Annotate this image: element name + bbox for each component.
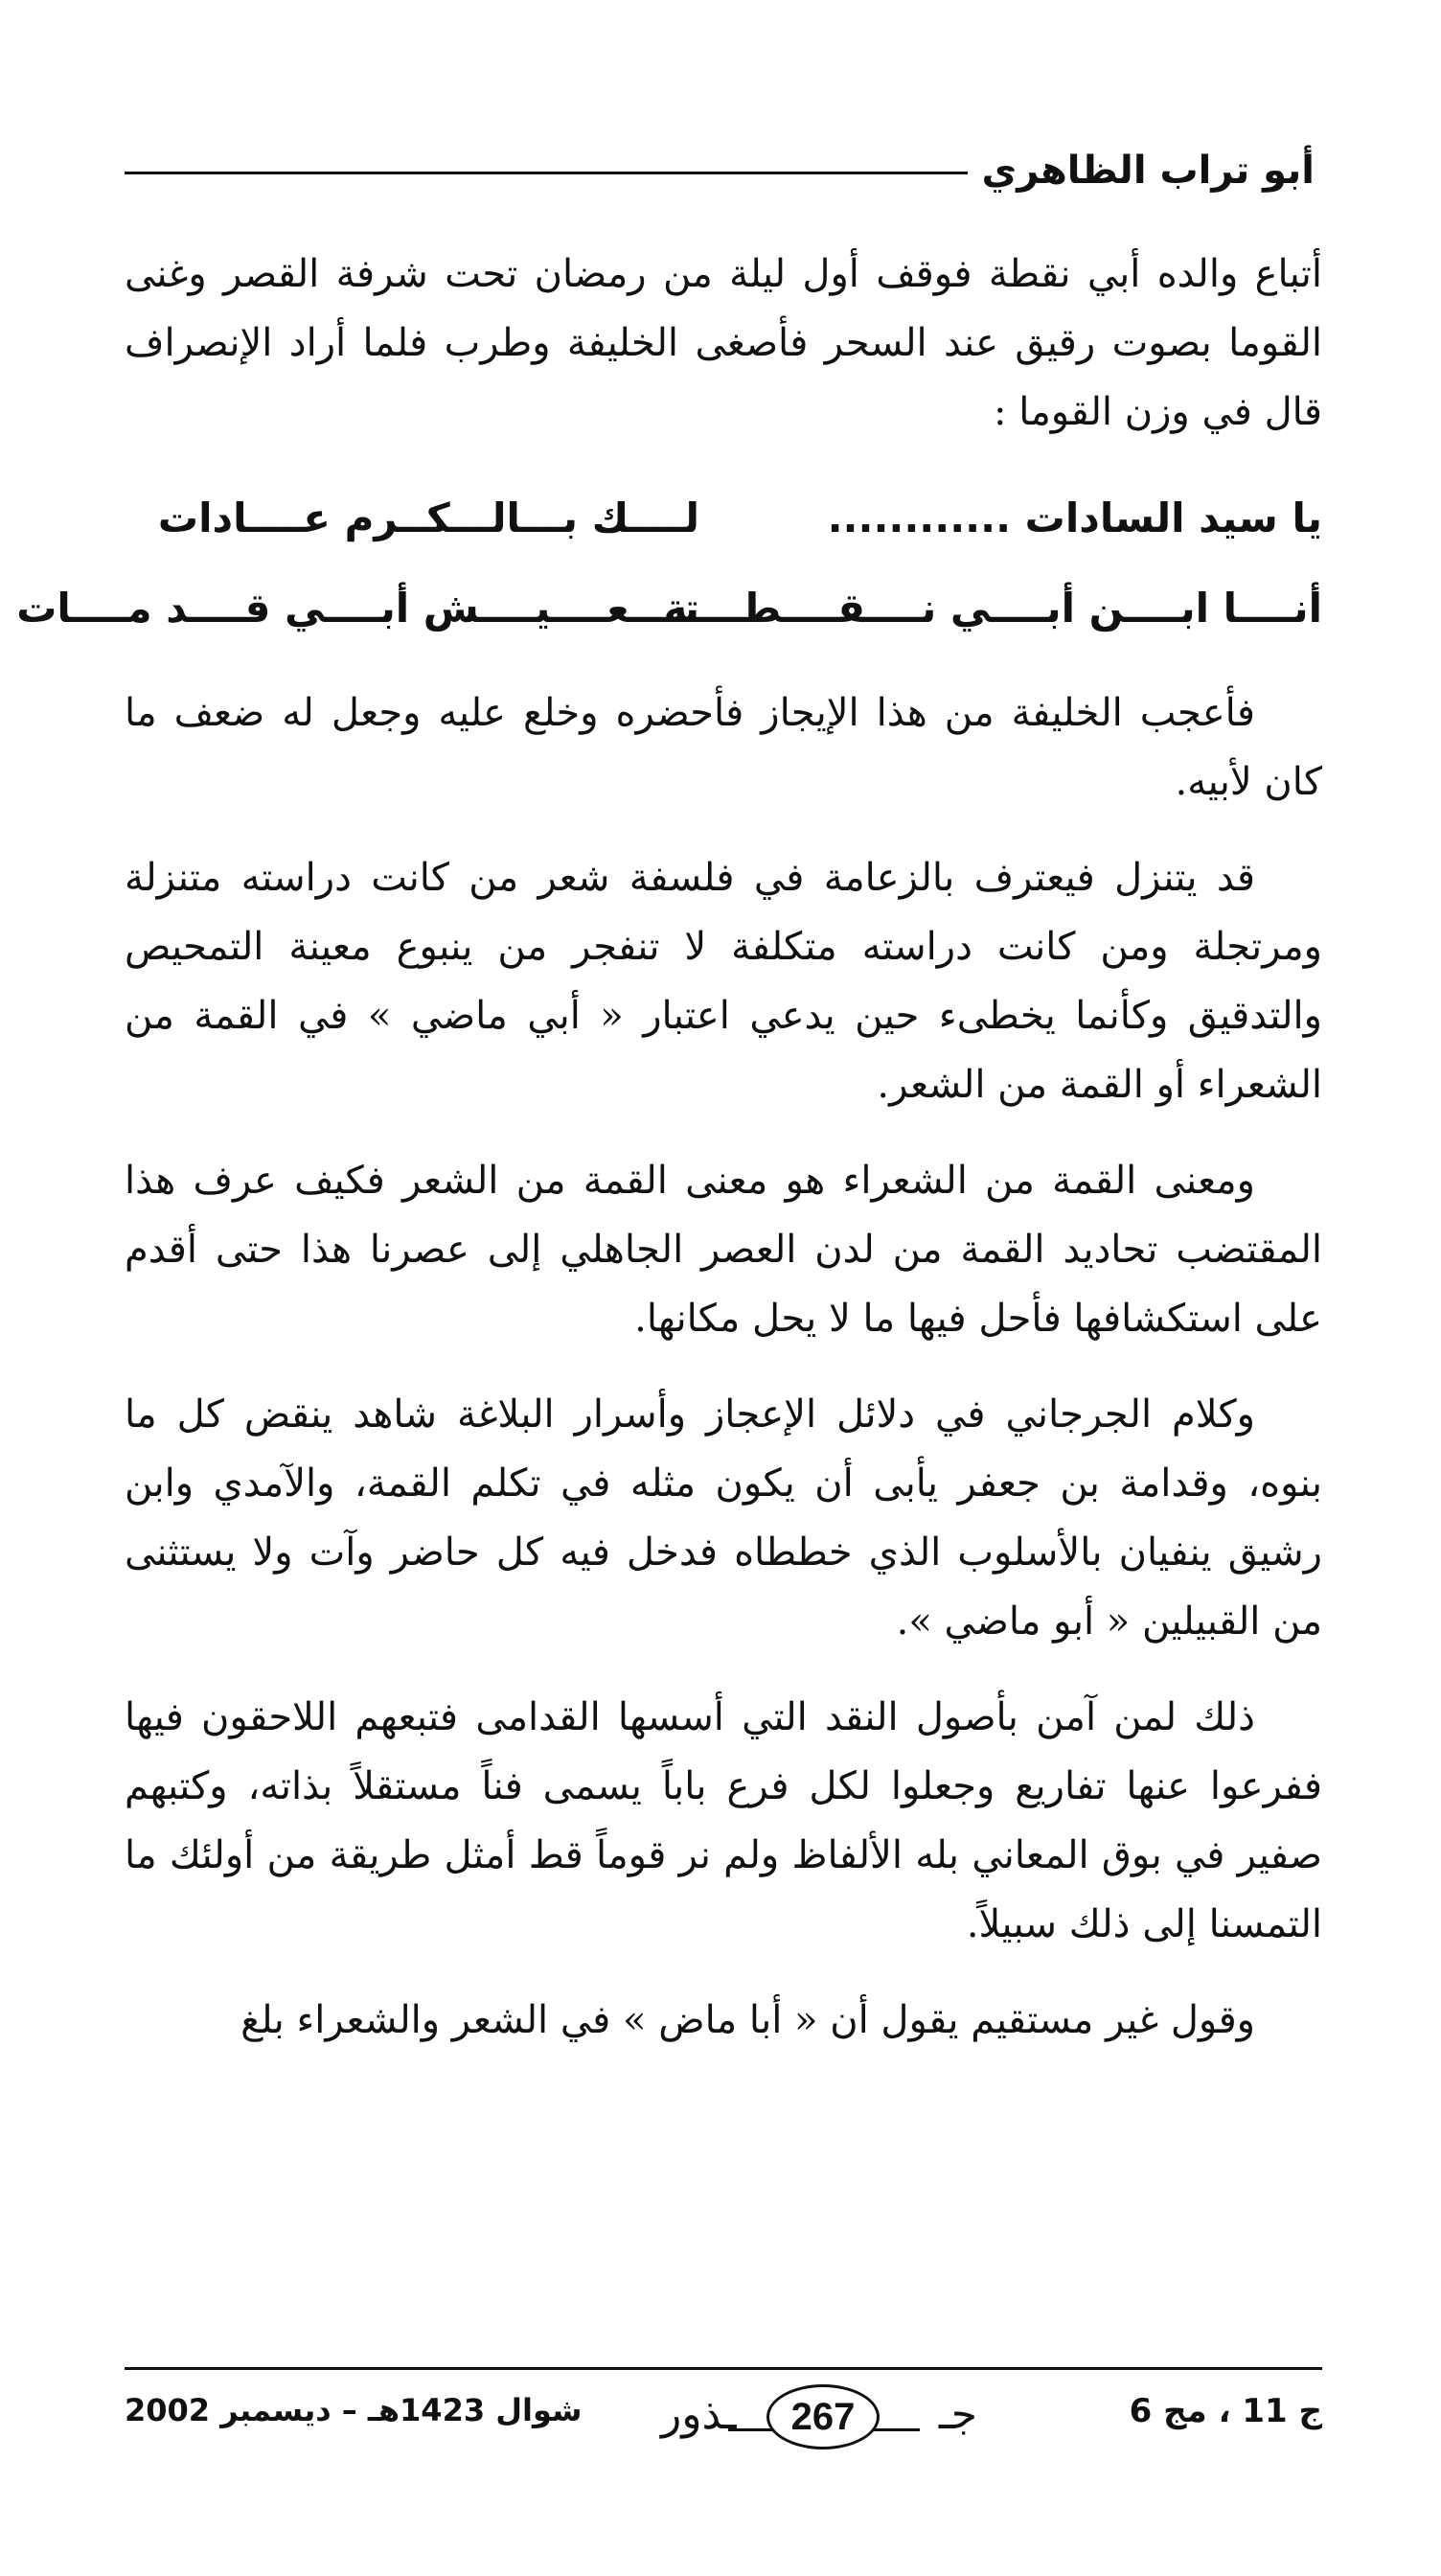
poem-verse-1 <box>125 473 1322 564</box>
poem-verse-2 <box>16 564 1322 654</box>
paragraph-5: وكلام الجرجاني في دلائل الإعجاز وأسرار البلاغة شاهد ينقض كل ما بنوه، وقدامة بن جعفر يأبى أن يكون مثله في تكلم القمة، والآمدي وابن رشيق ينفيان بالأسلوب الذي خططاه فدخل فيه كل حاضر وآت ولا يستثنى من القبيلين « أبو ماضي ». <box>125 1392 1322 1644</box>
verse-1-second-hemistich: لــــك بـــالـــكــرم عــــادات <box>157 494 699 541</box>
author-name: أبو تراب الظاهري <box>981 149 1315 193</box>
verse-2-first-hemistich: أنــــا ابــــن أبــــي نــــقــــطــــة <box>663 585 1322 632</box>
header-rule <box>125 172 968 174</box>
paragraph-6: ذلك لمن آمن بأصول النقد التي أسسها القدامى فتبعهم اللاحقون فيها ففرعوا عنها تفاريع وجعلوا لكل فرع باباً يسمى فناً مستقلاً بذاته، وكتبهم صفير في بوق المعاني بله الألفاظ ولم نر قوماً قط أمثل طريقة من أولئك ما التمسنا إلى ذلك سبيلاً. <box>125 1695 1322 1946</box>
issue-date: شوال 1423هـ – ديسمبر 2002 <box>125 2392 583 2428</box>
magazine-logo <box>661 2379 977 2455</box>
verse-1-first-hemistich: يا سيد السادات ............ <box>827 494 1322 541</box>
footer-rule <box>125 2367 1322 2370</box>
logo-text-end: ـذور <box>661 2390 737 2439</box>
page-number: 267 <box>766 2384 880 2450</box>
paragraph-4: ومعنى القمة من الشعراء هو معنى القمة من الشعر فكيف عرف هذا المقتضب تحاديد القمة من لدن العصر الجاهلي إلى عصرنا هذا حتى أقدم على استكشافها فأحل فيها ما لا يحل مكانها. <box>125 1159 1322 1341</box>
logo-text-start: جـ <box>938 2390 977 2439</box>
paragraph-7: وقول غير مستقيم يقول أن « أبا ماض » في الشعر والشعراء بلغ <box>240 1998 1255 2042</box>
issue-volume: ج 11 ، مج 6 <box>1129 2392 1322 2430</box>
article-body <box>16 240 1322 2082</box>
paragraph-3: قد يتنزل فيعترف بالزعامة في فلسفة شعر من كانت دراسته متنزلة ومرتجلة ومن كانت دراسته متكلفة لا تنفجر من ينبوع معينة التمحيص والتدقيق وكأنما يخطىء حين يدعي اعتبار « أبي ماضي » في القمة من الشعراء أو القمة من الشعر. <box>125 856 1322 1107</box>
verse-2-second-hemistich: تــــعــــيــــش أبــــي قــــد مــــات <box>16 585 699 632</box>
poem <box>16 473 1322 654</box>
page-header <box>125 142 1315 209</box>
paragraph-2: فأعجب الخليفة من هذا الإيجاز فأحضره وخلع عليه وجعل له ضعف ما كان لأبيه. <box>125 691 1322 804</box>
page-footer <box>125 2379 1322 2465</box>
paragraph-1: أتباع والده أبي نقطة فوقف أول ليلة من رمضان تحت شرفة القصر وغنى القوما بصوت رقيق عند السحر فأصغى الخليفة وطرب فلما أراد الإنصراف قال في وزن القوما : <box>125 252 1322 434</box>
